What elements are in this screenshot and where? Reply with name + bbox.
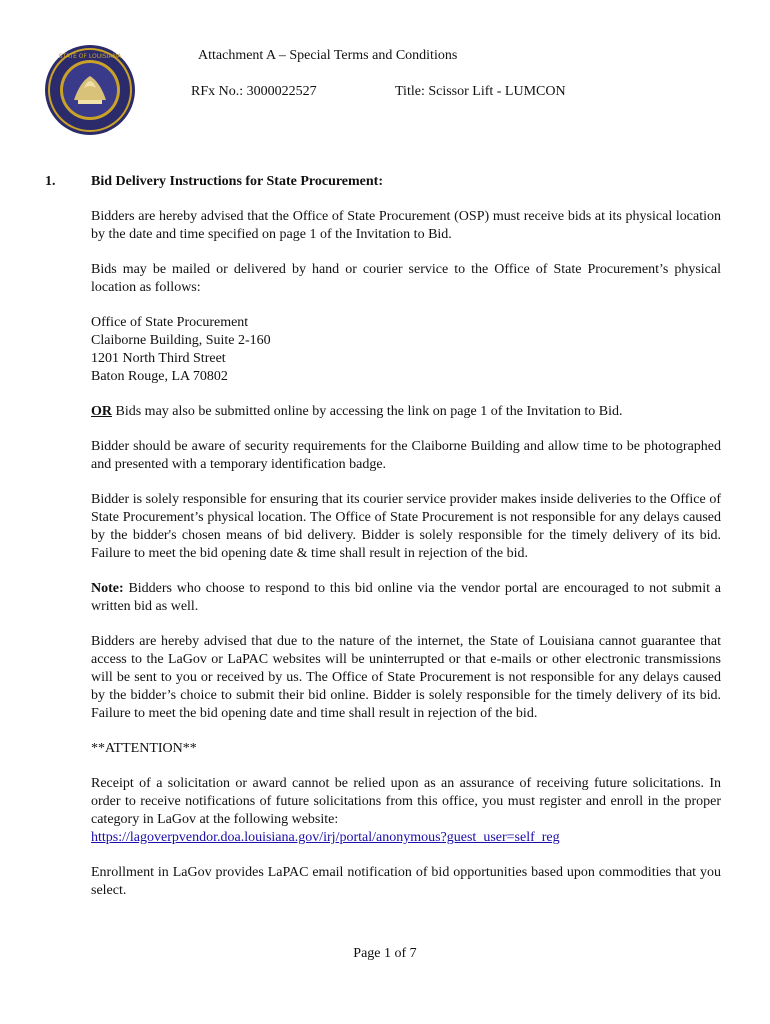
paragraph-enrollment: Enrollment in LaGov provides LaPAC email notification of bid opportunities based upon commodities that you select.: [91, 865, 721, 898]
attention-label: **ATTENTION**: [91, 741, 197, 756]
address-line: Baton Rouge, LA 70802: [91, 369, 228, 384]
state-seal-logo: [44, 44, 136, 136]
paragraph-note: [91, 580, 721, 616]
registration-text: Receipt of a solicitation or award cannot be relied upon as an assurance of receiving future solicitations. In order to receive notifications of future solicitations from this office, you must register and enroll in the proper category in LaGov at the following website:: [91, 776, 721, 827]
note-text: Bidders who choose to respond to this bid online via the vendor portal are encouraged to not submit a written bid as well.: [91, 581, 721, 614]
paragraph-security: Bidder should be aware of security requirements for the Claiborne Building and allow time to be photographed and presented with a temporary identification badge.: [91, 439, 721, 472]
online-option-text: Bids may also be submitted online by accessing the link on page 1 of the Invitation to Bid.: [112, 404, 623, 419]
section-heading: Bid Delivery Instructions for State Procurement:: [91, 174, 384, 189]
note-label: Note:: [91, 581, 124, 596]
address-line: Office of State Procurement: [91, 315, 249, 330]
rfx-number: RFx No.: 3000022527: [191, 84, 317, 99]
page-number: Page 1 of 7: [353, 946, 417, 961]
address-line: 1201 North Third Street: [91, 351, 226, 366]
paragraph-courier-responsibility: Bidder is solely responsible for ensuring that its courier service provider makes inside deliveries to the Office of State Procurement’s physical location. The Office of State Procurement is not responsible for any delays caused by the bidder's chosen means of bid delivery. Bidder is solely responsible for the timely delivery of its bid. Failure to meet the bid opening date & time shall result in rejection of the bid.: [91, 492, 721, 561]
mailing-address: [91, 314, 721, 386]
paragraph-online-option: [91, 403, 721, 421]
address-line: Claiborne Building, Suite 2-160: [91, 333, 271, 348]
document-title: Attachment A – Special Terms and Conditions: [198, 48, 458, 63]
svg-text:STATE OF LOUISIANA: STATE OF LOUISIANA: [58, 53, 122, 60]
paragraph-internet-disclaimer: Bidders are hereby advised that due to the nature of the internet, the State of Louisiana cannot guarantee that access to the LaGov or LaPAC websites will be uninterrupted or that e-mails or other electronic transmissions will be sent to you or received by us. The Office of State Procurement is not responsible for any delays caused by the bidder’s choice to submit their bid online. Bidder is solely responsible for the timely delivery of its bid. Failure to meet the bid opening date and time shall result in rejection of the bid.: [91, 634, 721, 721]
paragraph-registration: [91, 775, 721, 847]
lagov-registration-link[interactable]: https://lagoverpvendor.doa.louisiana.gov/irj/portal/anonymous?guest_user=self_reg: [91, 830, 560, 845]
section-number: 1.: [45, 174, 56, 189]
section-body: [91, 208, 721, 917]
paragraph-delivery-methods: Bids may be mailed or delivered by hand or courier service to the Office of State Procurement’s physical location as follows:: [91, 262, 721, 295]
paragraph-osp-receipt: Bidders are hereby advised that the Office of State Procurement (OSP) must receive bids at its physical location by the date and time specified on page 1 of the Invitation to Bid.: [91, 209, 721, 242]
or-label: OR: [91, 404, 112, 419]
rfx-title: Title: Scissor Lift - LUMCON: [395, 84, 566, 99]
